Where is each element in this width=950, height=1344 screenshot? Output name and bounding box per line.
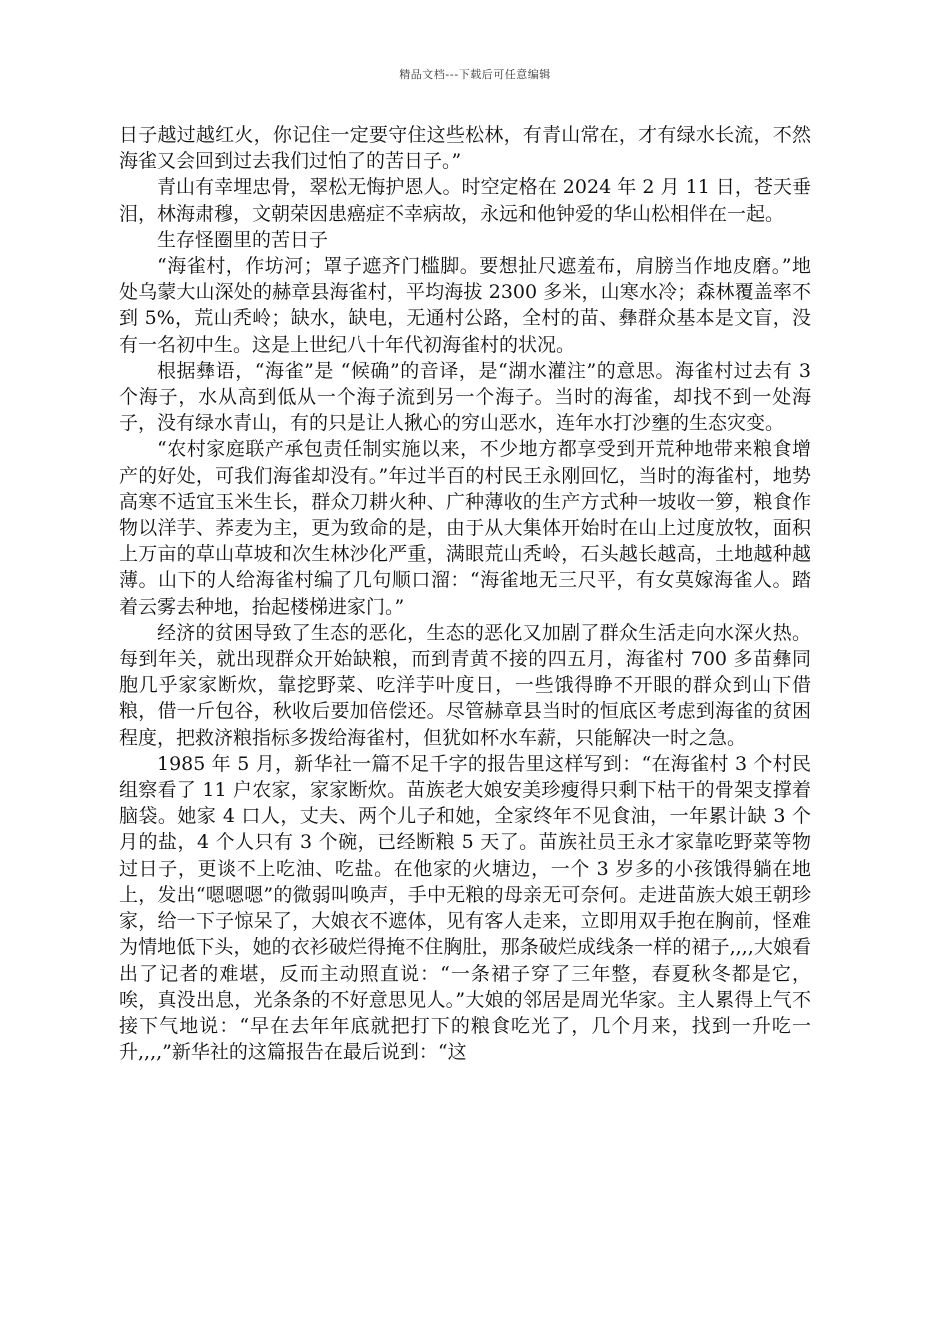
document-body bbox=[119, 122, 811, 1065]
paragraph: 经济的贫困导致了生态的恶化，生态的恶化又加剧了群众生活走向水深火热。每到年关，就出现群众开始缺粮，而到青黄不接的四五月，海雀村 700 多苗彝同胞几乎家家断炊，靠挖野菜、吃洋芋叶度日，一些饿得睁不开眼的群众到山下借粮，借一斤包谷，秋收后要加倍偿还。尽管赫章县当时的恒底区考虑到海雀的贫困程度，把救济粮指标多拨给海雀村，但犹如杯水车薪，只能解决一时之急。 bbox=[119, 621, 811, 749]
page-header: 精品文档---下载后可任意编辑 bbox=[399, 68, 551, 81]
paragraph-continuation: 日子越过越红火，你记住一定要守住这些松林，有青山常在，才有绿水长流，不然海雀又会回到过去我们过怕了的苦日子。” bbox=[119, 124, 811, 173]
paragraph: “农村家庭联产承包责任制实施以来，不少地方都享受到开荒种地带来粮食增产的好处，可我们海雀却没有。”年过半百的村民王永刚回忆，当时的海雀村，地势高寒不适宜玉米生长，群众刀耕火种、广种薄收的生产方式种一坡收一箩，粮食作物以洋芋、荞麦为主，更为致命的是，由于从大集体开始时在山上过度放牧，面积上万亩的草山草坡和次生林沙化严重，满眼荒山秃岭，石头越长越高，土地越种越薄。山下的人给海雀村编了几句顺口溜：“海雀地无三尺平，有女莫嫁海雀人。踏着云雾去种地，抬起楼梯进家门。” bbox=[119, 438, 811, 618]
paragraph: 根据彝语，“海雀”是 “候确”的音译，是“湖水灌注”的意思。海雀村过去有 3 个海子，水从高到低从一个海子流到另一个海子。当时的海雀，却找不到一处海子，没有绿水青山，有的只是让人揪心的穷山恶水，连年水打沙壅的生态灾变。 bbox=[119, 359, 811, 435]
paragraph: 青山有幸埋忠骨，翠松无悔护恩人。时空定格在 2024 年 2 月 11 日，苍天垂泪，林海肃穆，文朝荣因患癌症不幸病故，永远和他钟爱的华山松相伴在一起。 bbox=[119, 176, 811, 225]
section-heading: 生存怪圈里的苦日子 bbox=[157, 228, 329, 251]
paragraph: 1985 年 5 月，新华社一篇不足千字的报告里这样写到：“在海雀村 3 个村民组察看了 11 户农家，家家断炊。苗族老大娘安美珍瘦得只剩下枯干的骨架支撑着脑袋。她家 4 口人，丈夫、两个儿子和她，全家终年不见食油，一年累计缺 3 个月的盐，4 个人只有 3 个碗，已经断粮 5 天了。苗族社员王永才家靠吃野菜等物过日子，更谈不上吃油、吃盐。在他家的火塘边，一个 3 岁多的小孩饿得躺在地上，发出“嗯嗯嗯”的微弱叫唤声，手中无粮的母亲无可奈何。走进苗族大娘王朝珍家，给一下子惊呆了，大娘衣不遮体，见有客人走来，立即用双手抱在胸前，怪难为情地低下头，她的衣衫破烂得掩不住胸肚，那条破烂成线条一样的裙子,,,,大娘看出了记者的难堪，反而主动照直说：“一条裙子穿了三年整，春夏秋冬都是它，唉，真没出息，光条条的不好意思见人。”大娘的邻居是周光华家。主人累得上气不接下气地说：“早在去年年底就把打下的粮食吃光了，几个月来，找到一升吃一升,,,,”新华社的这篇报告在最后说到：“这 bbox=[119, 752, 811, 1064]
paragraph: “海雀村，作坊河；罩子遮齐门槛脚。要想扯尺遮羞布，肩膀当作地皮磨。”地处乌蒙大山深处的赫章县海雀村，平均海拔 2300 多米，山寒水冷；森林覆盖率不到 5%，荒山秃岭；缺水，缺电，无通村公路，全村的苗、彝群众基本是文盲，没有一名初中生。这是上世纪八十年代初海雀村的状况。 bbox=[119, 255, 811, 356]
